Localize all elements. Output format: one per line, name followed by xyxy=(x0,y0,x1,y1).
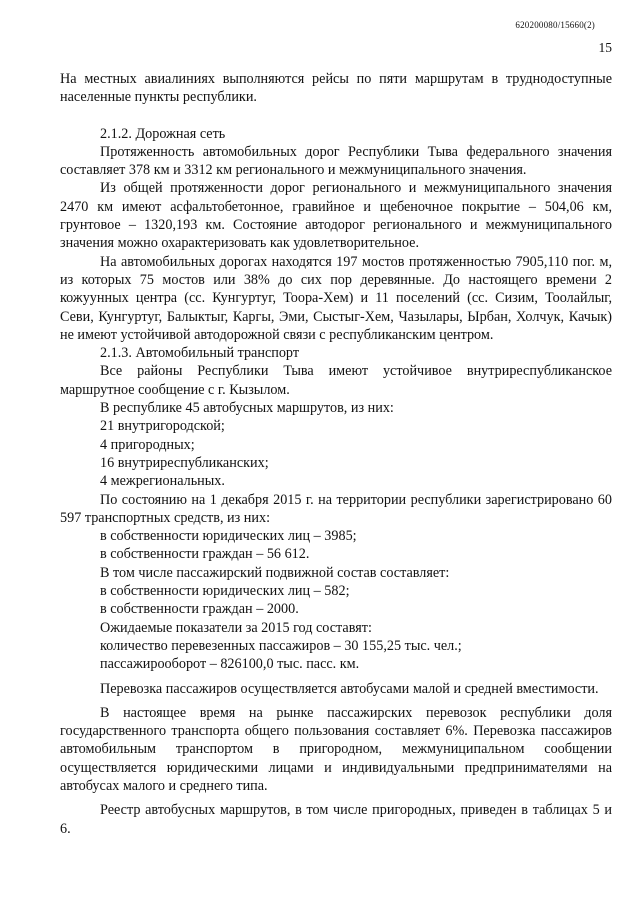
section-heading-transport: 2.1.3. Автомобильный транспорт xyxy=(100,345,300,362)
road-paragraph-1: Протяженность автомобильных дорог Республики Тыва федерального значения составляет 378 км и 3312 км регионального и межмуниципального значения. xyxy=(60,143,612,179)
road-paragraph-3: На автомобильных дорогах находятся 197 мостов протяженностью 7905,110 пог. м, из которых 75 мостов или 38% до сих пор деревянные. До настоящего времени 2 кожуунных центра (сс. Кунгуртуг, Тоора-Хем) и 11 поселений (сс. Сизим, Тоолайлыг, Севи, Кунгуртуг, Балыктыг, Каргы, Эми, Сыстыг-Хем, Чазылары, Ырбан, Холчук, Качык) не имеют устойчивой автодорожной связи с республиканским центром. xyxy=(60,253,612,343)
vehicles-list xyxy=(60,527,612,673)
transport-paragraph-3: Перевозка пассажиров осуществляется автобусами малой и средней вместимости. xyxy=(100,680,599,697)
passenger-intro: В том числе пассажирский подвижной состав составляет: xyxy=(100,564,450,581)
transport-paragraph-4: В настоящее время на рынке пассажирских перевозок республики доля государственного транспорта общего пользования составляет 6%. Перевозка пассажиров автомобильным транспортом в пригородном, межмуниципальном сообщении осуществляется юридическими лицами и индивидуальными предпринимателями на автобусах малого и среднего типа. xyxy=(60,704,612,794)
transport-paragraph-5: Реестр автобусных маршрутов, в том числе пригородных, приведен в таблицах 5 и 6. xyxy=(60,802,612,837)
intro-paragraph: На местных авиалиниях выполняются рейсы по пяти маршрутам в труднодоступные населенные пункты республики. xyxy=(60,71,612,106)
list-item: количество перевезенных пассажиров – 30 155,25 тыс. чел.; xyxy=(100,637,462,654)
list-item: 21 внутригородской; xyxy=(100,418,225,435)
document-body xyxy=(60,70,612,838)
list-item: 16 внутриреспубликанских; xyxy=(100,454,269,471)
list-item: пассажирооборот – 826100,0 тыс. пасс. км. xyxy=(100,656,360,673)
section-heading-road: 2.1.2. Дорожная сеть xyxy=(100,125,226,142)
routes-intro: В республике 45 автобусных маршрутов, из них: xyxy=(100,400,394,417)
list-item: в собственности граждан – 56 612. xyxy=(100,546,310,563)
list-item: в собственности юридических лиц – 3985; xyxy=(100,528,357,545)
transport-paragraph-1: Все районы Республики Тыва имеют устойчивое внутриреспубликанское маршрутное сообщение с г. Кызылом. xyxy=(60,363,612,398)
list-item: 4 пригородных; xyxy=(100,436,195,453)
routes-list xyxy=(60,399,612,490)
list-item: 4 межрегиональных. xyxy=(100,473,225,490)
list-item: в собственности граждан – 2000. xyxy=(100,601,299,618)
transport-paragraph-2: По состоянию на 1 декабря 2015 г. на территории республики зарегистрировано 60 597 транспортных средств, из них: xyxy=(60,491,612,526)
page-number: 15 xyxy=(598,40,612,55)
road-paragraph-2: Из общей протяженности дорог регионального и межмуниципального значения 2470 км имеют асфальтобетонное, гравийное и щебеночное покрытие – 504,06 км, грунтовое – 1320,193 км. Состояние автодорог регионального и межмуниципального значения можно охарактеризовать как удовлетворительное. xyxy=(60,180,612,252)
expected-intro: Ожидаемые показатели за 2015 год составят: xyxy=(100,619,372,636)
document-id: 620200080/15660(2) xyxy=(515,20,595,30)
list-item: в собственности юридических лиц – 582; xyxy=(100,583,350,600)
